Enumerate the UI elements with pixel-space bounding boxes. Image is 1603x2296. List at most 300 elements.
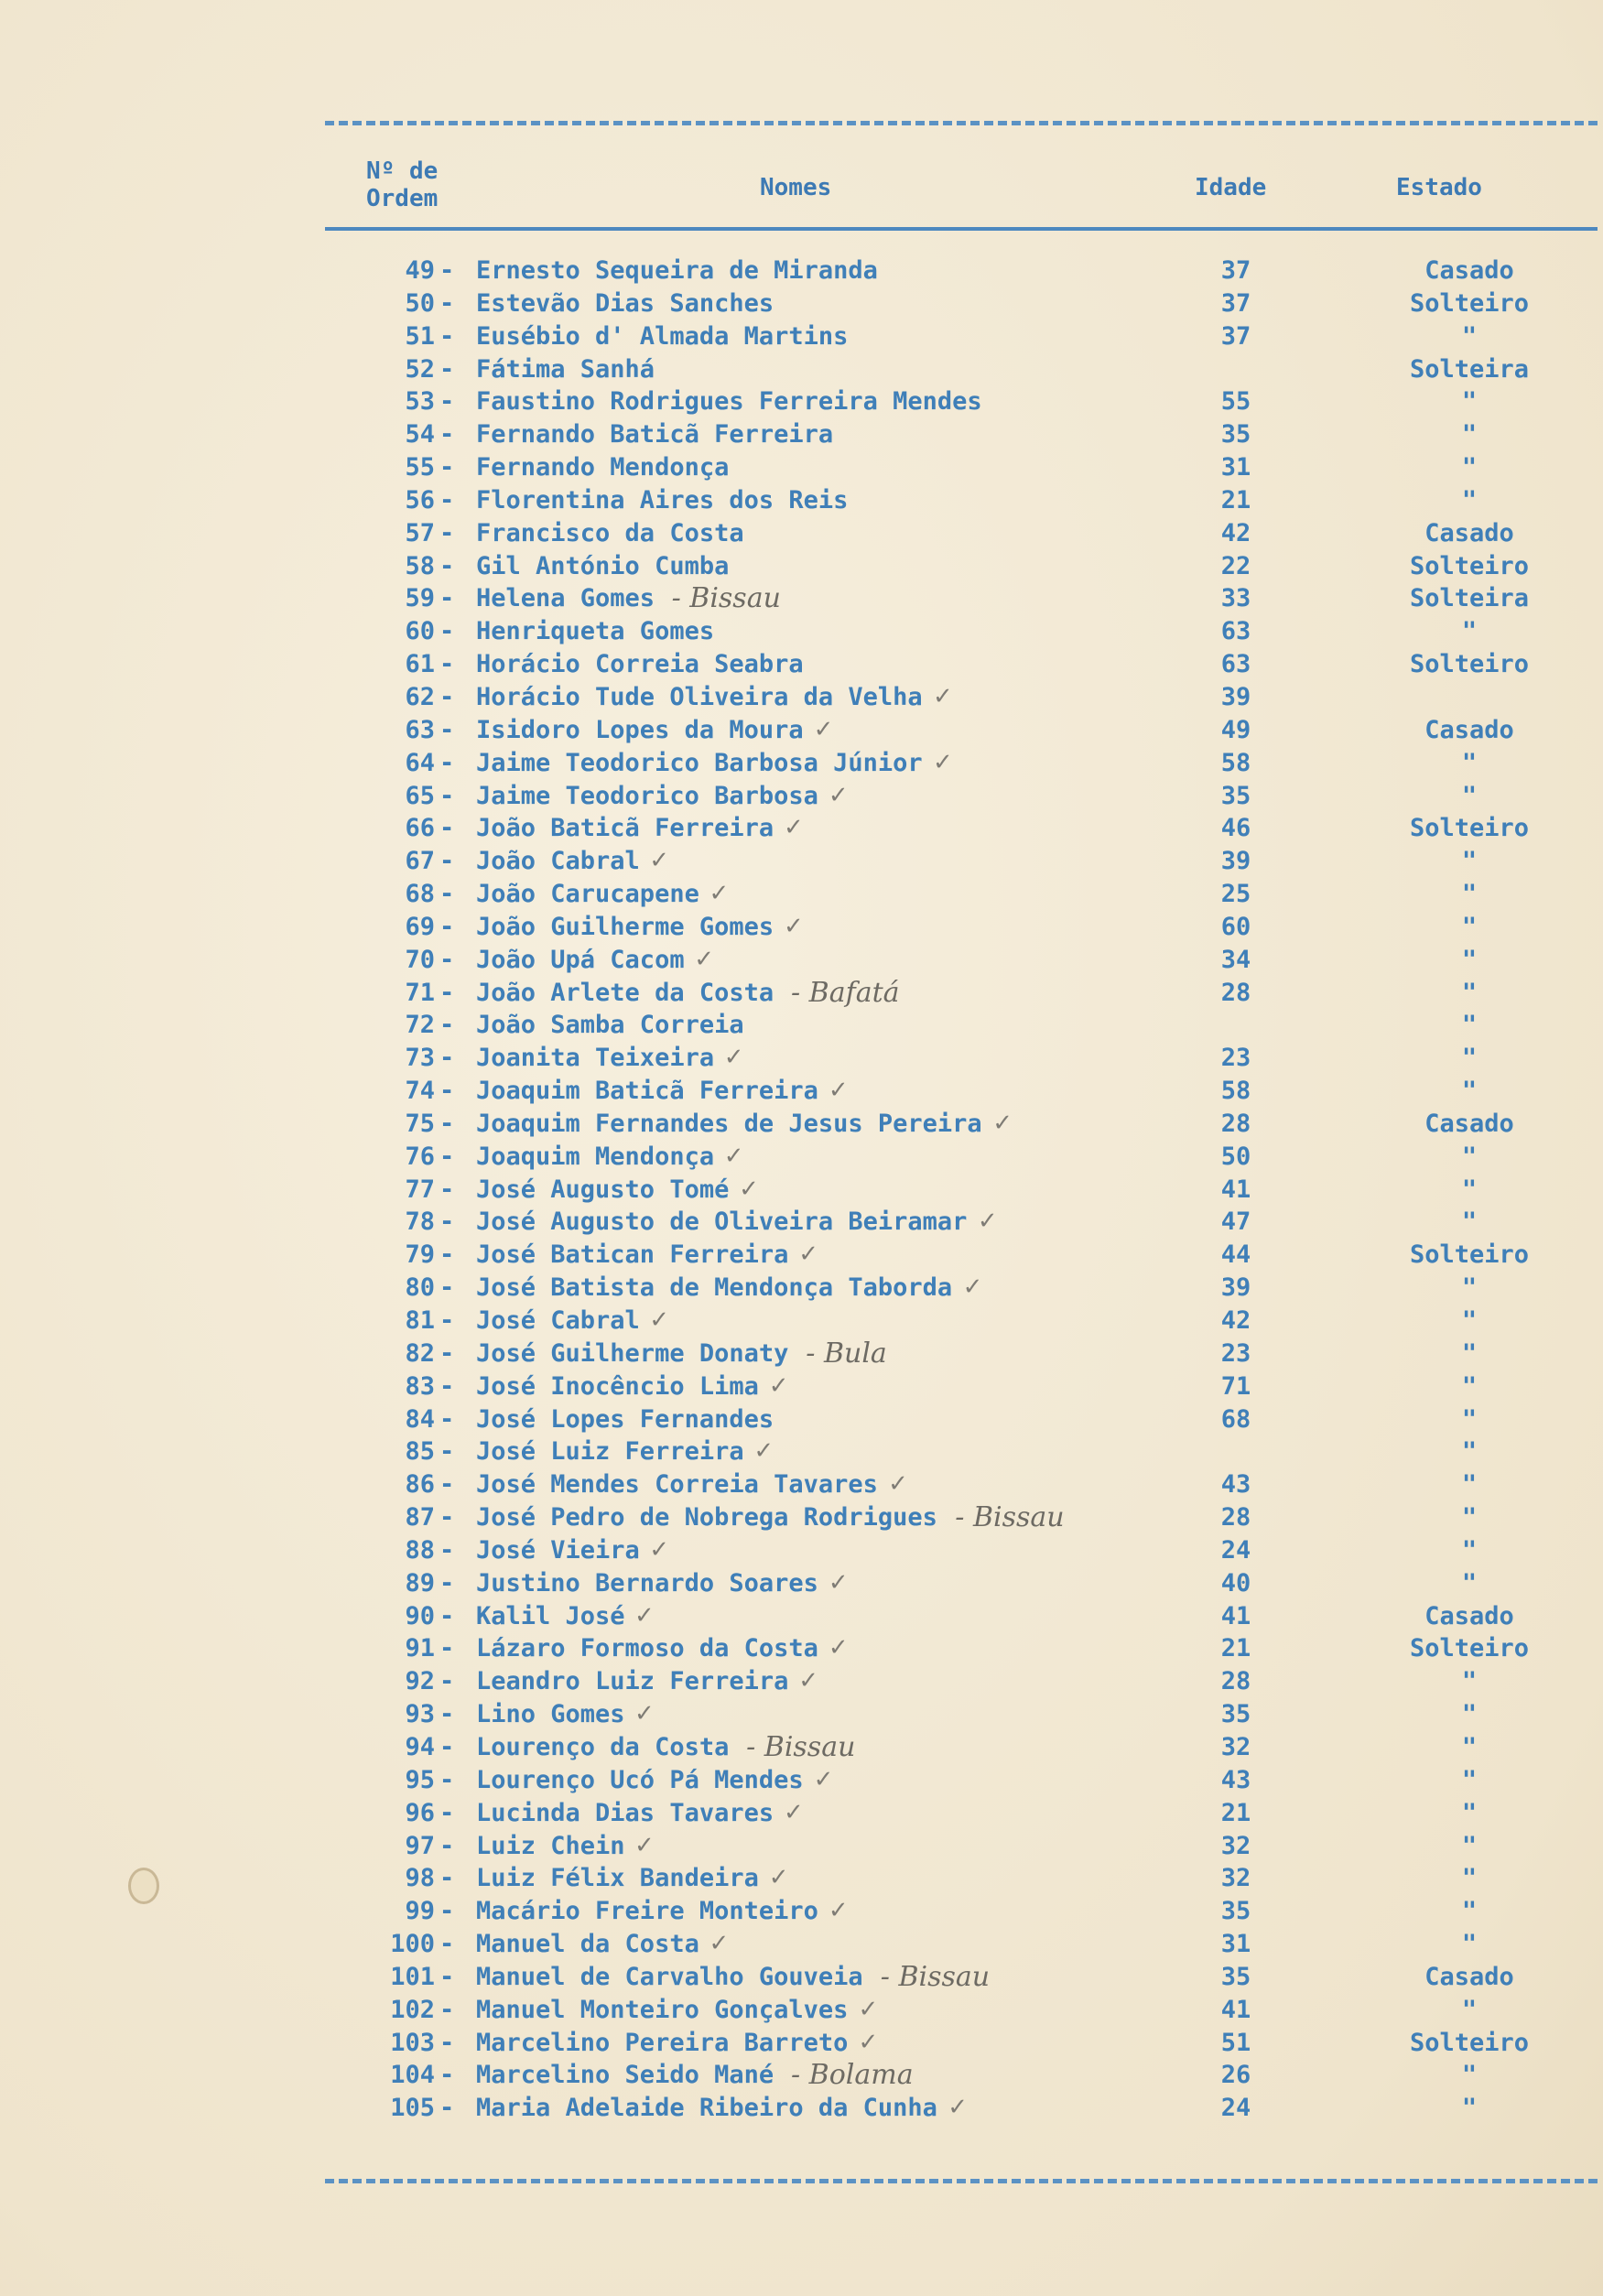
- person-age: 43: [1220, 1765, 1251, 1794]
- person-age: 35: [1220, 1962, 1251, 1991]
- civil-state: ": [1461, 748, 1478, 777]
- table-row: [0, 911, 1603, 944]
- civil-state: ": [1461, 321, 1478, 351]
- table-row: [0, 1338, 1603, 1370]
- row-dash: -: [439, 288, 455, 318]
- order-number: 65: [405, 781, 435, 810]
- order-number: 57: [405, 518, 435, 547]
- binder-hole: [128, 1868, 159, 1904]
- person-age: 41: [1220, 1995, 1251, 2024]
- top-dashed-rule: [325, 121, 1598, 125]
- civil-state: ": [1461, 1404, 1478, 1434]
- row-dash: -: [439, 748, 455, 777]
- check-mark-icon: ✓: [828, 1634, 849, 1662]
- civil-state: ": [1461, 1208, 1478, 1237]
- table-row: [0, 2059, 1603, 2092]
- person-age: 28: [1220, 1503, 1251, 1532]
- person-age: 39: [1220, 847, 1251, 876]
- civil-state: ": [1461, 1503, 1478, 1532]
- check-mark-icon: ✓: [858, 1995, 879, 2023]
- row-dash: -: [439, 814, 455, 843]
- order-number: 77: [405, 1175, 435, 1204]
- check-mark-icon: ✓: [694, 945, 714, 973]
- table-row: [0, 1830, 1603, 1863]
- order-number: 79: [405, 1240, 435, 1270]
- person-age: 35: [1220, 1897, 1251, 1926]
- order-number: 92: [405, 1667, 435, 1696]
- order-number: 80: [405, 1273, 435, 1303]
- check-mark-icon: ✓: [933, 748, 953, 776]
- check-mark-icon: ✓: [784, 912, 804, 940]
- row-dash: -: [439, 1404, 455, 1434]
- order-number: 85: [405, 1437, 435, 1467]
- person-name: Manuel da Costa: [476, 1930, 699, 1959]
- row-dash: -: [439, 1077, 455, 1106]
- person-name: Joanita Teixeira: [476, 1044, 715, 1073]
- civil-state: Solteiro: [1409, 2028, 1530, 2057]
- person-name: Maria Adelaide Ribeiro da Cunha: [476, 2094, 937, 2123]
- check-mark-icon: ✓: [634, 1831, 655, 1859]
- table-row: [0, 517, 1603, 550]
- table-row: [0, 780, 1603, 813]
- check-mark-icon: ✓: [948, 2094, 969, 2122]
- civil-state: Casado: [1424, 1962, 1514, 1991]
- order-number: 78: [405, 1208, 435, 1237]
- row-dash: -: [439, 1798, 455, 1827]
- row-dash: -: [439, 682, 455, 711]
- civil-state: ": [1461, 1930, 1478, 1959]
- table-row: [0, 255, 1603, 287]
- state-column-header: Estado: [1396, 174, 1482, 201]
- table-row: [0, 2027, 1603, 2060]
- row-dash: -: [439, 945, 455, 974]
- civil-state: Solteiro: [1409, 288, 1530, 318]
- order-number: 76: [405, 1142, 435, 1171]
- order-number: 62: [405, 682, 435, 711]
- person-name: José Vieira: [476, 1535, 640, 1565]
- table-row: [0, 1961, 1603, 1994]
- table-row: [0, 1534, 1603, 1567]
- person-age: 21: [1220, 1634, 1251, 1663]
- order-number: 75: [405, 1109, 435, 1138]
- order-number: 58: [405, 551, 435, 580]
- order-number: 90: [405, 1601, 435, 1630]
- check-mark-icon: ✓: [753, 1437, 774, 1466]
- table-row: [0, 1862, 1603, 1895]
- check-mark-icon: ✓: [634, 1601, 655, 1630]
- table-row: [0, 1928, 1603, 1961]
- person-name: Joaquim Fernandes de Jesus Pereira: [476, 1109, 982, 1138]
- table-row: [0, 1698, 1603, 1731]
- person-name: Luiz Félix Bandeira: [476, 1864, 759, 1893]
- person-age: 71: [1220, 1371, 1251, 1401]
- table-row: [0, 1797, 1603, 1830]
- person-age: 41: [1220, 1601, 1251, 1630]
- row-dash: -: [439, 880, 455, 909]
- check-mark-icon: ✓: [768, 1371, 789, 1400]
- order-number: 91: [405, 1634, 435, 1663]
- table-row: [0, 1632, 1603, 1665]
- row-dash: -: [439, 1831, 455, 1860]
- row-dash: -: [439, 1864, 455, 1893]
- row-dash: -: [439, 617, 455, 646]
- check-mark-icon: ✓: [649, 847, 670, 875]
- civil-state: ": [1461, 485, 1478, 514]
- person-name: José Augusto Tomé: [476, 1175, 730, 1204]
- person-age: 58: [1220, 748, 1251, 777]
- person-name: Marcelino Pereira Barreto: [476, 2028, 849, 2057]
- person-age: 32: [1220, 1831, 1251, 1860]
- table-row: [0, 1501, 1603, 1534]
- civil-state: ": [1461, 1175, 1478, 1204]
- person-name: Helena Gomes: [476, 584, 655, 613]
- civil-state: ": [1461, 1535, 1478, 1565]
- person-name: José Batican Ferreira: [476, 1240, 789, 1270]
- row-dash: -: [439, 1109, 455, 1138]
- order-number: 103: [390, 2028, 435, 2057]
- check-mark-icon: ✓: [813, 1765, 834, 1793]
- person-name: Fernando Mendonça: [476, 453, 730, 482]
- person-age: 39: [1220, 1273, 1251, 1303]
- row-dash: -: [439, 1208, 455, 1237]
- order-number: 66: [405, 814, 435, 843]
- order-number: 49: [405, 256, 435, 285]
- person-age: 68: [1220, 1404, 1251, 1434]
- person-age: 44: [1220, 1240, 1251, 1270]
- table-row: [0, 1108, 1603, 1141]
- table-row: [0, 615, 1603, 648]
- person-age: 58: [1220, 1077, 1251, 1106]
- row-dash: -: [439, 2061, 455, 2090]
- table-row: [0, 1435, 1603, 1468]
- person-name: Justino Bernardo Soares: [476, 1568, 818, 1597]
- check-mark-icon: ✓: [858, 2028, 879, 2056]
- person-age: 37: [1220, 321, 1251, 351]
- order-number: 64: [405, 748, 435, 777]
- row-dash: -: [439, 1371, 455, 1401]
- table-row: [0, 2092, 1603, 2125]
- person-name: João Arlete da Costa: [476, 978, 774, 1007]
- table-row: [0, 451, 1603, 484]
- row-dash: -: [439, 1535, 455, 1565]
- table-row: [0, 1141, 1603, 1174]
- table-row: [0, 878, 1603, 911]
- row-dash: -: [439, 485, 455, 514]
- table-row: [0, 747, 1603, 780]
- person-age: 42: [1220, 1306, 1251, 1335]
- person-name: Lourenço Ucó Pá Mendes: [476, 1765, 804, 1794]
- table-row: [0, 582, 1603, 615]
- person-name: José Luiz Ferreira: [476, 1437, 744, 1467]
- person-age: 32: [1220, 1864, 1251, 1893]
- table-row: [0, 1731, 1603, 1764]
- table-row: [0, 1403, 1603, 1436]
- civil-state: ": [1461, 978, 1478, 1007]
- check-mark-icon: ✓: [709, 1930, 730, 1958]
- check-mark-icon: ✓: [709, 880, 730, 908]
- civil-state: Solteiro: [1409, 551, 1530, 580]
- person-name: Isidoro Lopes da Moura: [476, 715, 804, 744]
- person-age: 43: [1220, 1470, 1251, 1500]
- row-dash: -: [439, 1470, 455, 1500]
- handwritten-note: - Bissau: [955, 1501, 1065, 1534]
- table-row: [0, 1272, 1603, 1305]
- table-row: [0, 320, 1603, 353]
- person-name: Horácio Tude Oliveira da Velha: [476, 682, 923, 711]
- civil-state: ": [1461, 847, 1478, 876]
- check-mark-icon: ✓: [784, 1798, 804, 1826]
- row-dash: -: [439, 551, 455, 580]
- row-dash: -: [439, 1930, 455, 1959]
- person-name: Lucinda Dias Tavares: [476, 1798, 774, 1827]
- civil-state: ": [1461, 1700, 1478, 1729]
- person-age: 24: [1220, 2094, 1251, 2123]
- table-row: [0, 648, 1603, 681]
- order-number: 86: [405, 1470, 435, 1500]
- table-row: [0, 1305, 1603, 1338]
- civil-state: Solteiro: [1409, 1634, 1530, 1663]
- check-mark-icon: ✓: [962, 1273, 983, 1302]
- person-age: 28: [1220, 1667, 1251, 1696]
- person-age: 35: [1220, 420, 1251, 449]
- check-mark-icon: ✓: [723, 1044, 744, 1072]
- check-mark-icon: ✓: [977, 1208, 998, 1236]
- row-dash: -: [439, 387, 455, 417]
- order-number: 97: [405, 1831, 435, 1860]
- civil-state: ": [1461, 1864, 1478, 1893]
- row-dash: -: [439, 1142, 455, 1171]
- civil-state: ": [1461, 1995, 1478, 2024]
- handwritten-note: - Bula: [806, 1337, 887, 1370]
- person-age: 47: [1220, 1208, 1251, 1237]
- check-mark-icon: ✓: [798, 1240, 819, 1269]
- row-dash: -: [439, 1338, 455, 1368]
- person-age: 31: [1220, 1930, 1251, 1959]
- table-row: [0, 1239, 1603, 1272]
- civil-state: ": [1461, 387, 1478, 417]
- person-age: 35: [1220, 781, 1251, 810]
- row-dash: -: [439, 1995, 455, 2024]
- civil-state: ": [1461, 880, 1478, 909]
- row-dash: -: [439, 1765, 455, 1794]
- civil-state: ": [1461, 1897, 1478, 1926]
- row-dash: -: [439, 1962, 455, 1991]
- table-row: [0, 1206, 1603, 1239]
- order-number: 99: [405, 1897, 435, 1926]
- civil-state: ": [1461, 2061, 1478, 2090]
- person-name: Horácio Correia Seabra: [476, 650, 804, 679]
- row-dash: -: [439, 256, 455, 285]
- person-age: 33: [1220, 584, 1251, 613]
- check-mark-icon: ✓: [813, 715, 834, 743]
- civil-state: ": [1461, 1306, 1478, 1335]
- order-number: 51: [405, 321, 435, 351]
- person-age: 49: [1220, 715, 1251, 744]
- order-number: 54: [405, 420, 435, 449]
- row-dash: -: [439, 1568, 455, 1597]
- person-age: 28: [1220, 1109, 1251, 1138]
- row-dash: -: [439, 1306, 455, 1335]
- civil-state: ": [1461, 1732, 1478, 1761]
- order-number: 67: [405, 847, 435, 876]
- person-name: Jaime Teodorico Barbosa Júnior: [476, 748, 923, 777]
- civil-state: ": [1461, 1077, 1478, 1106]
- civil-state: ": [1461, 2094, 1478, 2123]
- civil-state: ": [1461, 1765, 1478, 1794]
- check-mark-icon: ✓: [828, 1077, 849, 1105]
- order-number: 84: [405, 1404, 435, 1434]
- check-mark-icon: ✓: [933, 682, 953, 710]
- order-number: 101: [390, 1962, 435, 1991]
- civil-state: ": [1461, 617, 1478, 646]
- person-name: João Samba Correia: [476, 1011, 744, 1040]
- civil-state: ": [1461, 420, 1478, 449]
- civil-state: ": [1461, 1371, 1478, 1401]
- person-name: José Batista de Mendonça Taborda: [476, 1273, 953, 1303]
- civil-state: ": [1461, 453, 1478, 482]
- table-row: [0, 845, 1603, 878]
- person-age: 63: [1220, 650, 1251, 679]
- table-row: [0, 1994, 1603, 2027]
- person-name: Kalil José: [476, 1601, 625, 1630]
- civil-state: ": [1461, 1011, 1478, 1040]
- table-row: [0, 1665, 1603, 1698]
- civil-state: ": [1461, 912, 1478, 941]
- civil-state: Solteira: [1409, 584, 1530, 613]
- person-age: 42: [1220, 518, 1251, 547]
- row-dash: -: [439, 781, 455, 810]
- civil-state: ": [1461, 1044, 1478, 1073]
- person-age: 39: [1220, 682, 1251, 711]
- person-name: José Pedro de Nobrega Rodrigues: [476, 1503, 937, 1532]
- row-dash: -: [439, 847, 455, 876]
- person-name: Estevão Dias Sanches: [476, 288, 774, 318]
- handwritten-note: - Bissau: [671, 582, 781, 615]
- civil-state: ": [1461, 1470, 1478, 1500]
- order-number: 98: [405, 1864, 435, 1893]
- person-age: 37: [1220, 288, 1251, 318]
- person-name: Henriqueta Gomes: [476, 617, 715, 646]
- person-age: 51: [1220, 2028, 1251, 2057]
- table-row: [0, 550, 1603, 583]
- table-row: [0, 977, 1603, 1010]
- person-name: Fernando Baticã Ferreira: [476, 420, 834, 449]
- order-number: 53: [405, 387, 435, 417]
- check-mark-icon: ✓: [634, 1700, 655, 1728]
- person-age: 31: [1220, 453, 1251, 482]
- registry-table: [0, 255, 1603, 2125]
- names-column-header: Nomes: [760, 174, 832, 201]
- person-name: Eusébio d' Almada Martins: [476, 321, 849, 351]
- civil-state: ": [1461, 1667, 1478, 1696]
- table-row: [0, 1567, 1603, 1600]
- civil-state: ": [1461, 945, 1478, 974]
- person-name: Lino Gomes: [476, 1700, 625, 1729]
- civil-state: Casado: [1424, 715, 1514, 744]
- person-name: Lázaro Formoso da Costa: [476, 1634, 818, 1663]
- civil-state: ": [1461, 1568, 1478, 1597]
- table-row: [0, 1009, 1603, 1042]
- order-number: 50: [405, 288, 435, 318]
- table-row: [0, 287, 1603, 320]
- person-name: Jaime Teodorico Barbosa: [476, 781, 818, 810]
- row-dash: -: [439, 584, 455, 613]
- check-mark-icon: ✓: [828, 1897, 849, 1925]
- person-age: 46: [1220, 814, 1251, 843]
- table-row: [0, 1075, 1603, 1108]
- person-name: João Carucapene: [476, 880, 699, 909]
- row-dash: -: [439, 1700, 455, 1729]
- civil-state: ": [1461, 1798, 1478, 1827]
- person-name: Francisco da Costa: [476, 518, 744, 547]
- table-row: [0, 418, 1603, 451]
- row-dash: -: [439, 1634, 455, 1663]
- check-mark-icon: ✓: [649, 1306, 670, 1334]
- person-age: 37: [1220, 256, 1251, 285]
- order-number: 82: [405, 1338, 435, 1368]
- person-name: Ernesto Sequeira de Miranda: [476, 256, 878, 285]
- order-number: 73: [405, 1044, 435, 1073]
- order-number: 104: [390, 2061, 435, 2090]
- person-age: 26: [1220, 2061, 1251, 2090]
- order-number: 52: [405, 354, 435, 384]
- person-age: 23: [1220, 1044, 1251, 1073]
- person-name: Manuel de Carvalho Gouveia: [476, 1962, 863, 1991]
- check-mark-icon: ✓: [723, 1142, 744, 1170]
- table-row: [0, 484, 1603, 517]
- check-mark-icon: ✓: [798, 1667, 819, 1695]
- person-age: 41: [1220, 1175, 1251, 1204]
- person-name: José Mendes Correia Tavares: [476, 1470, 878, 1500]
- handwritten-note: - Bissau: [880, 1960, 991, 1993]
- civil-state: Casado: [1424, 256, 1514, 285]
- person-name: Faustino Rodrigues Ferreira Mendes: [476, 387, 982, 417]
- row-dash: -: [439, 1044, 455, 1073]
- order-number: 83: [405, 1371, 435, 1401]
- person-name: Marcelino Seido Mané: [476, 2061, 774, 2090]
- row-dash: -: [439, 1732, 455, 1761]
- row-dash: -: [439, 1437, 455, 1467]
- person-name: José Lopes Fernandes: [476, 1404, 774, 1434]
- row-dash: -: [439, 1601, 455, 1630]
- person-name: Lourenço da Costa: [476, 1732, 730, 1761]
- person-name: Manuel Monteiro Gonçalves: [476, 1995, 849, 2024]
- row-dash: -: [439, 715, 455, 744]
- order-number: 87: [405, 1503, 435, 1532]
- order-number: 81: [405, 1306, 435, 1335]
- row-dash: -: [439, 1240, 455, 1270]
- row-dash: -: [439, 2094, 455, 2123]
- order-number: 93: [405, 1700, 435, 1729]
- table-row: [0, 1370, 1603, 1403]
- table-row: [0, 1174, 1603, 1207]
- person-age: 22: [1220, 551, 1251, 580]
- bottom-dashed-rule: [325, 2179, 1598, 2183]
- person-name: Gil António Cumba: [476, 551, 730, 580]
- row-dash: -: [439, 912, 455, 941]
- order-number: 70: [405, 945, 435, 974]
- civil-state: ": [1461, 1437, 1478, 1467]
- row-dash: -: [439, 978, 455, 1007]
- order-number: 88: [405, 1535, 435, 1565]
- table-row: [0, 1468, 1603, 1501]
- civil-state: Solteira: [1409, 354, 1530, 384]
- person-name: João Baticã Ferreira: [476, 814, 774, 843]
- order-number: 59: [405, 584, 435, 613]
- table-row: [0, 1042, 1603, 1075]
- person-age: 28: [1220, 978, 1251, 1007]
- civil-state: ": [1461, 1142, 1478, 1171]
